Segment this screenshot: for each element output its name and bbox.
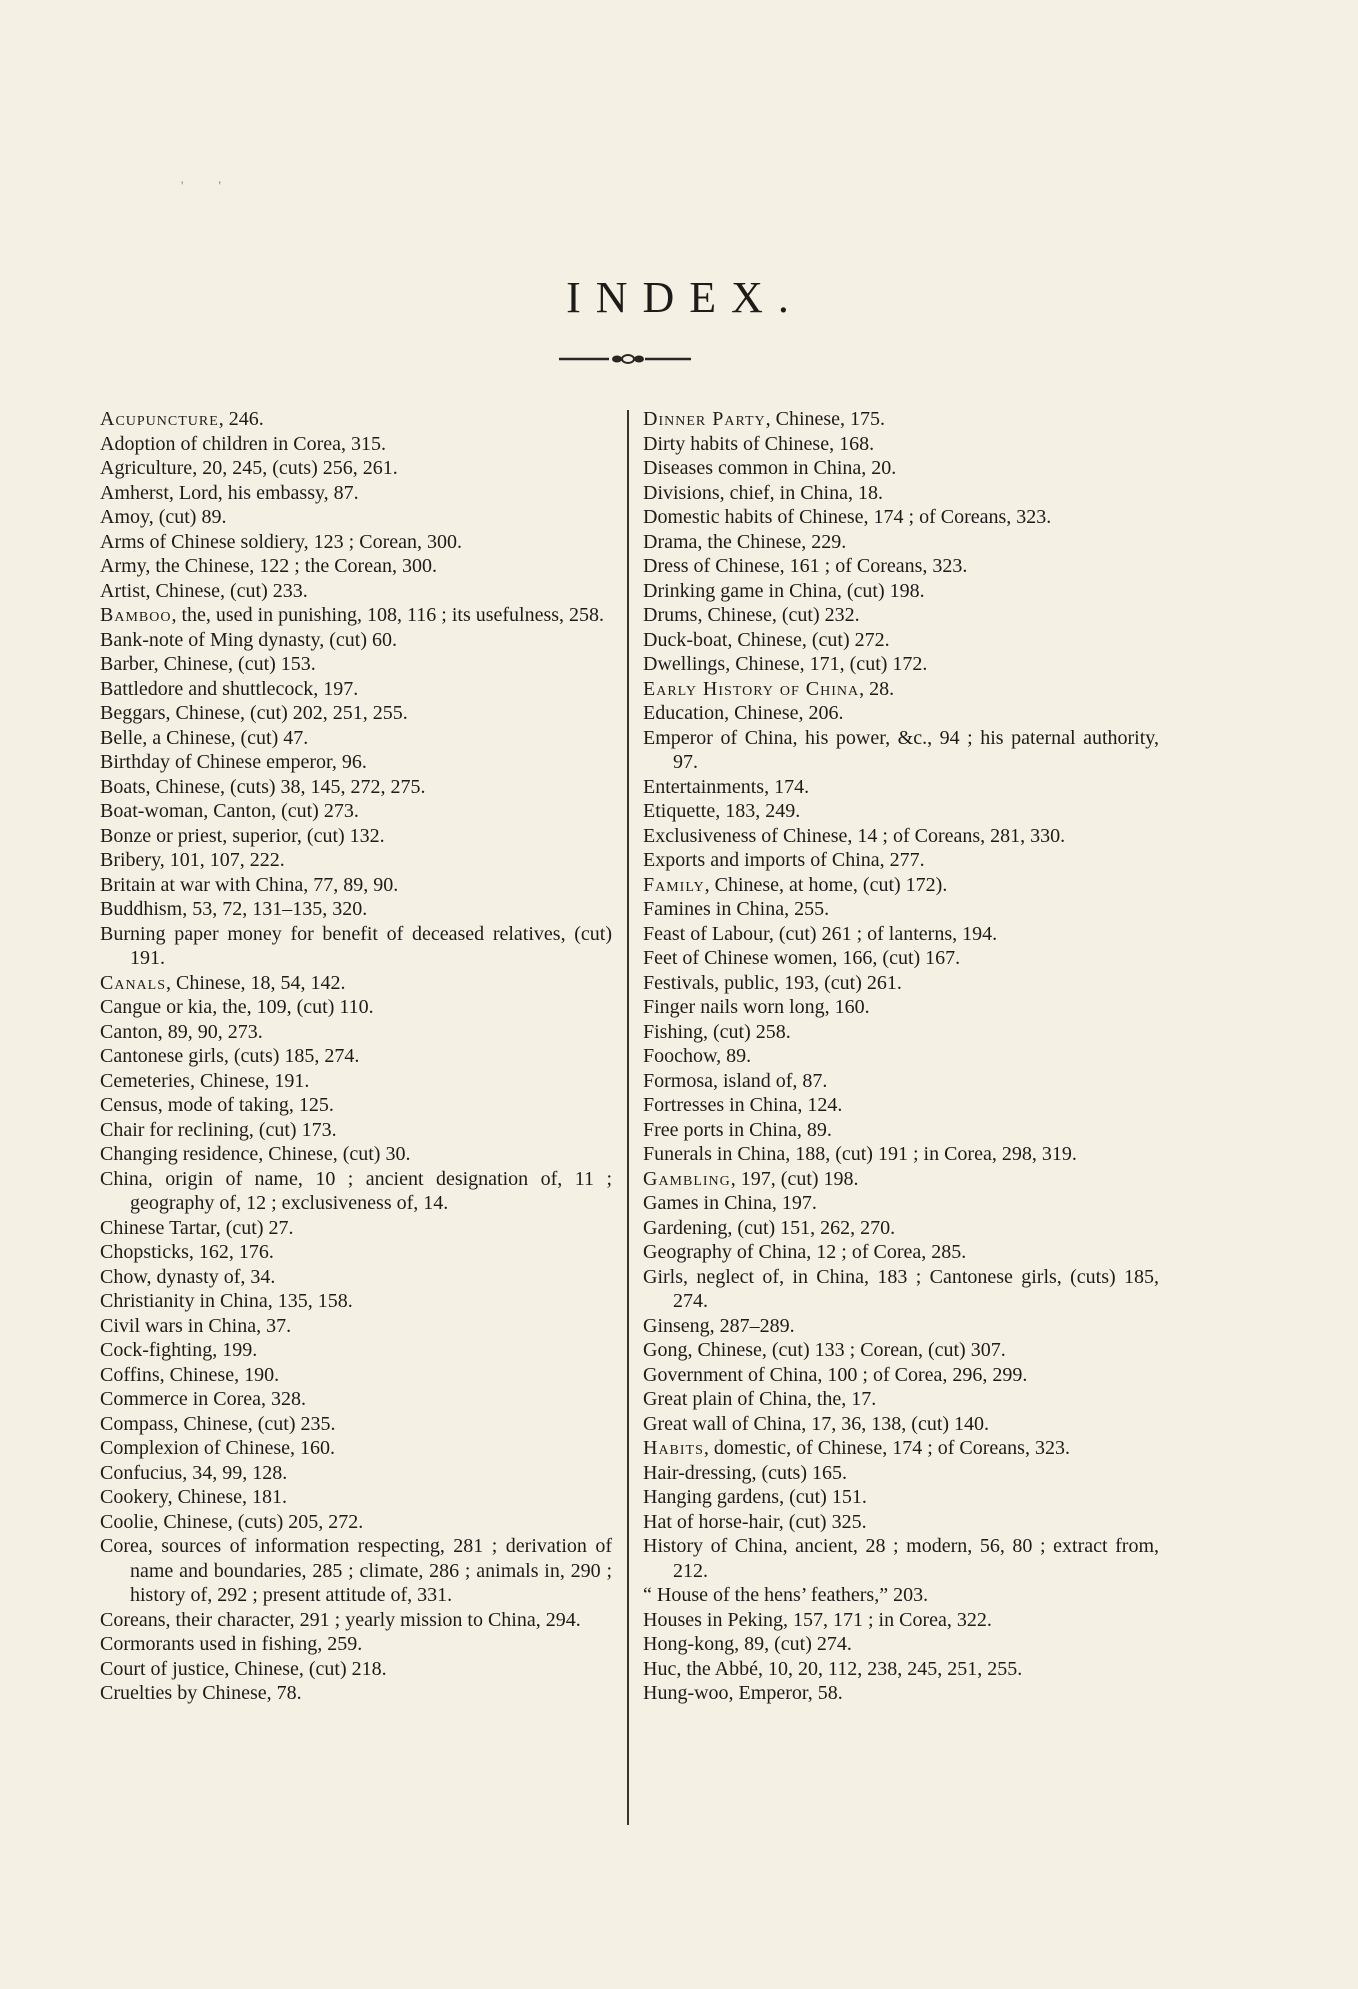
index-entry: Birthday of Chinese emperor, 96. bbox=[100, 751, 367, 773]
column-divider bbox=[627, 410, 629, 1825]
index-entry: Festivals, public, 193, (cut) 261. bbox=[643, 971, 902, 994]
index-entry: Barber, Chinese, (cut) 153. bbox=[100, 653, 316, 675]
index-entry: Christianity in China, 135, 158. bbox=[100, 1290, 353, 1312]
index-entry: Huc, the Abbé, 10, 20, 112, 238, 245, 251, 255. bbox=[643, 1657, 1023, 1680]
index-column-left bbox=[100, 407, 612, 1706]
index-entry: Bonze or priest, superior, (cut) 132. bbox=[100, 824, 385, 847]
index-entry: Dress of Chinese, 161 ; of Coreans, 323. bbox=[643, 555, 968, 577]
index-entry: Buddhism, 53, 72, 131–135, 320. bbox=[100, 898, 368, 920]
index-entry: Bank-note of Ming dynasty, (cut) 60. bbox=[100, 628, 397, 651]
index-entry: Amherst, Lord, his embassy, 87. bbox=[100, 481, 359, 504]
index-entry: Family, Chinese, at home, (cut) 172). bbox=[643, 873, 948, 896]
index-entry: Canals, Chinese, 18, 54, 142. bbox=[100, 971, 346, 994]
index-entry: Fishing, (cut) 258. bbox=[643, 1020, 791, 1043]
index-entry: Chow, dynasty of, 34. bbox=[100, 1265, 276, 1288]
index-entry: Gardening, (cut) 151, 262, 270. bbox=[643, 1216, 896, 1239]
index-entry: Cookery, Chinese, 181. bbox=[100, 1486, 288, 1508]
index-entry: Feet of Chinese women, 166, (cut) 167. bbox=[643, 947, 961, 969]
index-entry: Hat of horse-hair, (cut) 325. bbox=[643, 1510, 867, 1533]
index-entry: Ginseng, 287–289. bbox=[643, 1314, 795, 1337]
index-entry: Hair-dressing, (cuts) 165. bbox=[643, 1461, 847, 1484]
index-entry: Duck-boat, Chinese, (cut) 272. bbox=[643, 628, 890, 651]
index-entry: Famines in China, 255. bbox=[643, 898, 830, 920]
page-specks: ' ' bbox=[181, 178, 237, 193]
index-entry: Feast of Labour, (cut) 261 ; of lanterns, 194. bbox=[643, 922, 998, 945]
index-entry: Exclusiveness of Chinese, 14 ; of Coreans, 281, 330. bbox=[643, 824, 1066, 847]
index-entry: Census, mode of taking, 125. bbox=[100, 1094, 334, 1116]
index-entry: Formosa, island of, 87. bbox=[643, 1069, 828, 1092]
index-entry: Confucius, 34, 99, 128. bbox=[100, 1461, 288, 1484]
index-entry: “ House of the hens’ feathers,” 203. bbox=[643, 1584, 929, 1606]
index-entry: Boat-woman, Canton, (cut) 273. bbox=[100, 800, 359, 822]
index-entry: Drama, the Chinese, 229. bbox=[643, 530, 847, 553]
index-entry: Emperor of China, his power, &c., 94 ; his paternal authority, 97. bbox=[643, 726, 1159, 773]
index-entry: Court of justice, Chinese, (cut) 218. bbox=[100, 1657, 387, 1680]
index-entry: Hong-kong, 89, (cut) 274. bbox=[643, 1633, 852, 1655]
index-entry: Early History of China, 28. bbox=[643, 677, 895, 700]
index-entry: Cemeteries, Chinese, 191. bbox=[100, 1069, 310, 1092]
index-entry: Free ports in China, 89. bbox=[643, 1118, 832, 1141]
index-entry: Chinese Tartar, (cut) 27. bbox=[100, 1216, 294, 1239]
index-entry: Battledore and shuttlecock, 197. bbox=[100, 677, 359, 700]
index-entry: Government of China, 100 ; of Corea, 296, 299. bbox=[643, 1363, 1028, 1386]
page-title: INDEX. bbox=[566, 273, 804, 322]
index-entry: Divisions, chief, in China, 18. bbox=[643, 481, 883, 504]
index-entry: Amoy, (cut) 89. bbox=[100, 506, 227, 528]
index-entry: Cock-fighting, 199. bbox=[100, 1339, 258, 1361]
index-entry: Hanging gardens, (cut) 151. bbox=[643, 1486, 867, 1508]
index-entry: History of China, ancient, 28 ; modern, 56, 80 ; extract from, 212. bbox=[643, 1535, 1159, 1582]
index-entry: Geography of China, 12 ; of Corea, 285. bbox=[643, 1241, 967, 1263]
index-entry: Agriculture, 20, 245, (cuts) 256, 261. bbox=[100, 457, 398, 479]
index-entry: Girls, neglect of, in China, 183 ; Cantonese girls, (cuts) 185, 274. bbox=[643, 1265, 1159, 1312]
index-entry: Foochow, 89. bbox=[643, 1045, 752, 1067]
index-entry: Burning paper money for benefit of deceased relatives, (cut) 191. bbox=[100, 922, 612, 969]
index-entry: Cruelties by Chinese, 78. bbox=[100, 1682, 302, 1704]
index-entry: Education, Chinese, 206. bbox=[643, 702, 844, 724]
index-entry: Boats, Chinese, (cuts) 38, 145, 272, 275. bbox=[100, 775, 426, 798]
index-entry: Great wall of China, 17, 36, 138, (cut) 140. bbox=[643, 1412, 990, 1435]
index-entry: Finger nails worn long, 160. bbox=[643, 996, 870, 1018]
index-entry: Funerals in China, 188, (cut) 191 ; in Corea, 298, 319. bbox=[643, 1143, 1077, 1165]
index-entry: Changing residence, Chinese, (cut) 30. bbox=[100, 1143, 411, 1165]
index-entry: Fortresses in China, 124. bbox=[643, 1094, 843, 1116]
index-entry: Chair for reclining, (cut) 173. bbox=[100, 1118, 337, 1141]
index-entry: Coreans, their character, 291 ; yearly mission to China, 294. bbox=[100, 1608, 581, 1631]
index-entry: Dinner Party, Chinese, 175. bbox=[643, 408, 886, 430]
index-entry: Bamboo, the, used in punishing, 108, 116 ; its usefulness, 258. bbox=[100, 604, 605, 626]
index-entry: Games in China, 197. bbox=[643, 1192, 817, 1214]
index-entry: Civil wars in China, 37. bbox=[100, 1314, 292, 1337]
index-entry: Drinking game in China, (cut) 198. bbox=[643, 579, 925, 602]
ornament-rule bbox=[559, 352, 691, 366]
index-entry: Compass, Chinese, (cut) 235. bbox=[100, 1412, 336, 1435]
index-entry: Complexion of Chinese, 160. bbox=[100, 1437, 335, 1459]
index-entry: Cormorants used in fishing, 259. bbox=[100, 1633, 363, 1655]
index-entry: Beggars, Chinese, (cut) 202, 251, 255. bbox=[100, 702, 408, 724]
index-column-right bbox=[643, 407, 1159, 1706]
index-entry: Gambling, 197, (cut) 198. bbox=[643, 1167, 859, 1190]
index-entry: Commerce in Corea, 328. bbox=[100, 1388, 307, 1410]
index-entry: Coolie, Chinese, (cuts) 205, 272. bbox=[100, 1510, 364, 1533]
index-entry: Domestic habits of Chinese, 174 ; of Coreans, 323. bbox=[643, 506, 1052, 528]
index-entry: Cantonese girls, (cuts) 185, 274. bbox=[100, 1045, 360, 1067]
index-entry: Bribery, 101, 107, 222. bbox=[100, 849, 285, 871]
index-entry: Houses in Peking, 157, 171 ; in Corea, 322. bbox=[643, 1608, 992, 1631]
index-entry: Habits, domestic, of Chinese, 174 ; of Coreans, 323. bbox=[643, 1437, 1070, 1459]
index-entry: Canton, 89, 90, 273. bbox=[100, 1020, 263, 1043]
index-entry: Gong, Chinese, (cut) 133 ; Corean, (cut) 307. bbox=[643, 1339, 1006, 1361]
index-entry: China, origin of name, 10 ; ancient designation of, 11 ; geography of, 12 ; exclusiveness of, 14. bbox=[100, 1167, 612, 1214]
index-entry: Army, the Chinese, 122 ; the Corean, 300. bbox=[100, 555, 437, 577]
index-entry: Artist, Chinese, (cut) 233. bbox=[100, 579, 308, 602]
index-entry: Etiquette, 183, 249. bbox=[643, 800, 801, 822]
index-entry: Hung-woo, Emperor, 58. bbox=[643, 1682, 843, 1704]
index-entry: Entertainments, 174. bbox=[643, 775, 810, 798]
index-entry: Adoption of children in Corea, 315. bbox=[100, 432, 387, 455]
index-entry: Great plain of China, the, 17. bbox=[643, 1388, 877, 1410]
index-entry: Exports and imports of China, 277. bbox=[643, 849, 925, 871]
index-entry: Diseases common in China, 20. bbox=[643, 457, 897, 479]
index-entry: Britain at war with China, 77, 89, 90. bbox=[100, 873, 399, 896]
index-entry: Cangue or kia, the, 109, (cut) 110. bbox=[100, 996, 374, 1018]
index-entry: Dwellings, Chinese, 171, (cut) 172. bbox=[643, 653, 928, 675]
index-entry: Acupuncture, 246. bbox=[100, 408, 264, 430]
index-entry: Dirty habits of Chinese, 168. bbox=[643, 432, 875, 455]
index-entry: Coffins, Chinese, 190. bbox=[100, 1363, 280, 1386]
index-entry: Corea, sources of information respecting, 281 ; derivation of name and boundaries, 285 ; climate, 286 ; animals in, 290 ; history of, 292 ; present attitude of, 331. bbox=[100, 1535, 612, 1606]
index-entry: Drums, Chinese, (cut) 232. bbox=[643, 604, 860, 626]
index-entry: Chopsticks, 162, 176. bbox=[100, 1241, 274, 1263]
index-entry: Arms of Chinese soldiery, 123 ; Corean, 300. bbox=[100, 530, 462, 553]
index-entry: Belle, a Chinese, (cut) 47. bbox=[100, 726, 309, 749]
